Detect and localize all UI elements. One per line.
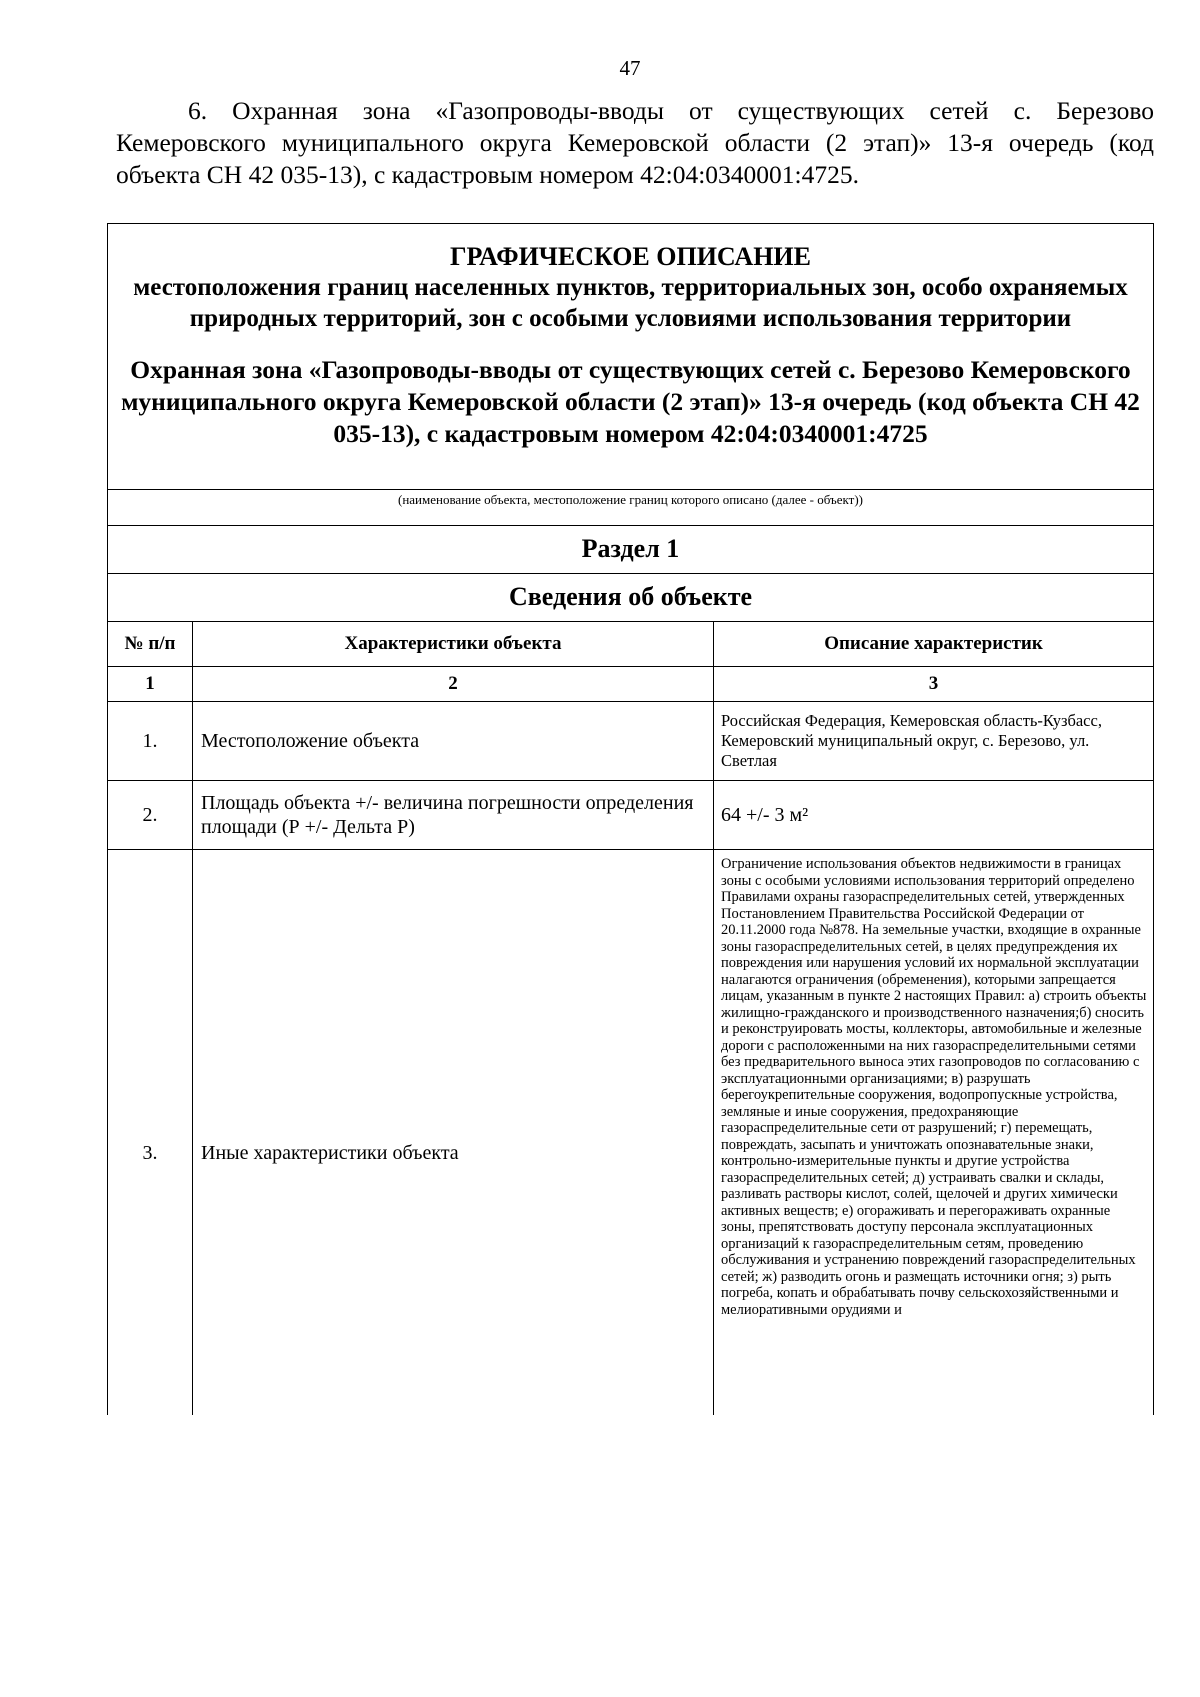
column-number-2: 2 [193, 667, 714, 702]
row-number: 3. [108, 850, 193, 1416]
page-number: 47 [619, 56, 641, 80]
object-info-table [108, 622, 1153, 1415]
table-row [108, 702, 1153, 781]
row-description: Российская Федерация, Кемеровская область-Кузбасс, Кемеровский муниципальный округ, с. Березово, ул. Светлая [714, 702, 1154, 781]
row-characteristic: Иные характеристики объекта [193, 850, 714, 1416]
row-description [714, 850, 1154, 1416]
column-number-row [108, 667, 1153, 702]
row-description-text: Ограничение использования объектов недвижимости в границах зоны с особыми условиями использования территорий определено Правилами охраны газораспределительных сетей, утвержденных Постановлением Правительства Российской Федерации от 20.11.2000 года №878. На земельные участки, входящие в охранные зоны газораспределительных сетей, в целях предупреждения их повреждения или нарушения условий их нормальной эксплуатации налагаются ограничения (обременения), которыми запрещается лицам, указанным в пункте 2 настоящих Правил: а) строить объекты жилищно-гражданского и производственного назначения;б) сносить и реконструировать мосты, коллекторы, автомобильные и железные дороги с расположенными на них газораспределительными сетями без предварительного выноса этих газопроводов по согласованию с эксплуатационными организациями; в) разрушать берегоукрепительные сооружения, водопропускные устройства, земляные и иные сооружения, предохраняющие газораспределительные сети от разрушений; г) перемещать, повреждать, засыпать и уничтожать опознавательные знаки, контрольно-измерительные пункты и другие устройства газораспределительных сетей; д) устраивать свалки и склады, разливать растворы кислот, солей, щелочей и других химически активных веществ; е) огораживать и перегораживать охранные зоны, препятствовать доступу персонала эксплуатационных организаций к газораспределительным сетям, проведению обслуживания и устранению повреждений газораспределительных сетей; ж) разводить огонь и размещать источники огня; з) рыть погреба, копать и обрабатывать почву сельскохозяйственными и мелиоративными орудиями и [721, 856, 1147, 1318]
description-frame [107, 223, 1154, 1415]
section-subtitle: Сведения об объекте [108, 574, 1153, 622]
row-description: 64 +/- 3 м² [714, 781, 1154, 850]
table-header-row [108, 622, 1153, 667]
section-title: Раздел 1 [108, 526, 1153, 574]
document-title: ГРАФИЧЕСКОЕ ОПИСАНИЕ [450, 242, 811, 271]
column-header-description: Описание характеристик [714, 622, 1154, 667]
column-number-1: 1 [108, 667, 193, 702]
table-row [108, 781, 1153, 850]
header-block [108, 224, 1153, 490]
column-number-3: 3 [714, 667, 1154, 702]
row-characteristic: Площадь объекта +/- величина погрешности определения площади (Р +/- Дельта Р) [193, 781, 714, 850]
document-subtitle: местоположения границ населенных пунктов, территориальных зон, особо охраняемых природных территорий, зон с особыми условиями использования территории [133, 274, 1128, 332]
column-header-characteristics: Характеристики объекта [193, 622, 714, 667]
intro-paragraph: 6. Охранная зона «Газопроводы-вводы от существующих сетей с. Березово Кемеровского муниципального округа Кемеровской области (2 этап)» 13-я очередь (код объекта СН 42 035-13), с кадастровым номером 42:04:0340001:4725. [116, 96, 1154, 189]
row-number: 2. [108, 781, 193, 850]
row-number: 1. [108, 702, 193, 781]
row-characteristic: Местоположение объекта [193, 702, 714, 781]
table-row [108, 850, 1153, 1416]
object-caption: (наименование объекта, местоположение границ которого описано (далее - объект)) [108, 490, 1153, 526]
object-name: Охранная зона «Газопроводы-вводы от существующих сетей с. Березово Кемеровского муниципального округа Кемеровской области (2 этап)» 13-я очередь (код объекта СН 42 035-13), с кадастровым номером 42:04:0340001:4725 [121, 355, 1140, 448]
column-header-number: № п/п [108, 622, 193, 667]
